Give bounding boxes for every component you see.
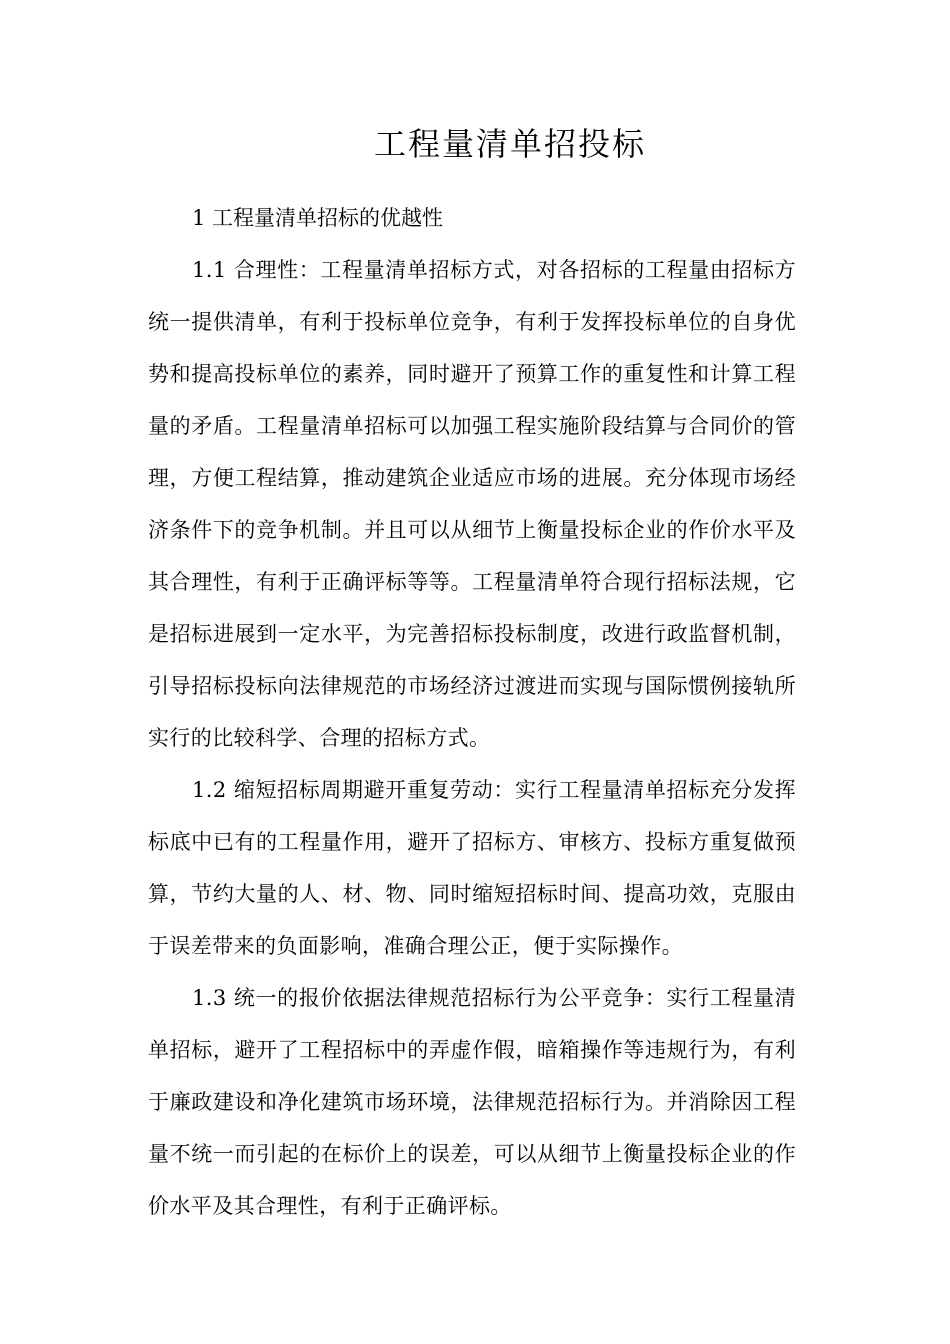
document-body	[148, 192, 796, 1232]
section-heading: 1 工程量清单招标的优越性	[192, 206, 444, 230]
page-title: 工程量清单招投标	[373, 125, 646, 163]
paragraph-1-2: 1.2 缩短招标周期避开重复劳动：实行工程量清单招标充分发挥标底中已有的工程量作用，避开了招标方、审核方、投标方重复做预算，节约大量的人、材、物、同时缩短招标时间、提高功效，克服由于误差带来的负面影响，准确合理公正，便于实际操作。	[148, 778, 796, 958]
paragraph-1-1: 1.1 合理性：工程量清单招标方式，对各招标的工程量由招标方统一提供清单，有利于投标单位竞争，有利于发挥投标单位的自身优势和提高投标单位的素养，同时避开了预算工作的重复性和计算工程量的矛盾。工程量清单招标可以加强工程实施阶段结算与合同价的管理，方便工程结算，推动建筑企业适应市场的进展。充分体现市场经济条件下的竞争机制。并且可以从细节上衡量投标企业的作价水平及其合理性，有利于正确评标等等。工程量清单符合现行招标法规，它是招标进展到一定水平，为完善招标投标制度，改进行政监督机制，引导招标投标向法律规范的市场经济过渡进而实现与国际惯例接轨所实行的比较科学、合理的招标方式。	[148, 258, 796, 750]
paragraph-1-3: 1.3 统一的报价依据法律规范招标行为公平竞争：实行工程量清单招标，避开了工程招标中的弄虚作假，暗箱操作等违规行为，有利于廉政建设和净化建筑市场环境，法律规范招标行为。并消除因工程量不统一而引起的在标价上的误差，可以从细节上衡量投标企业的作价水平及其合理性，有利于正确评标。	[148, 986, 796, 1218]
